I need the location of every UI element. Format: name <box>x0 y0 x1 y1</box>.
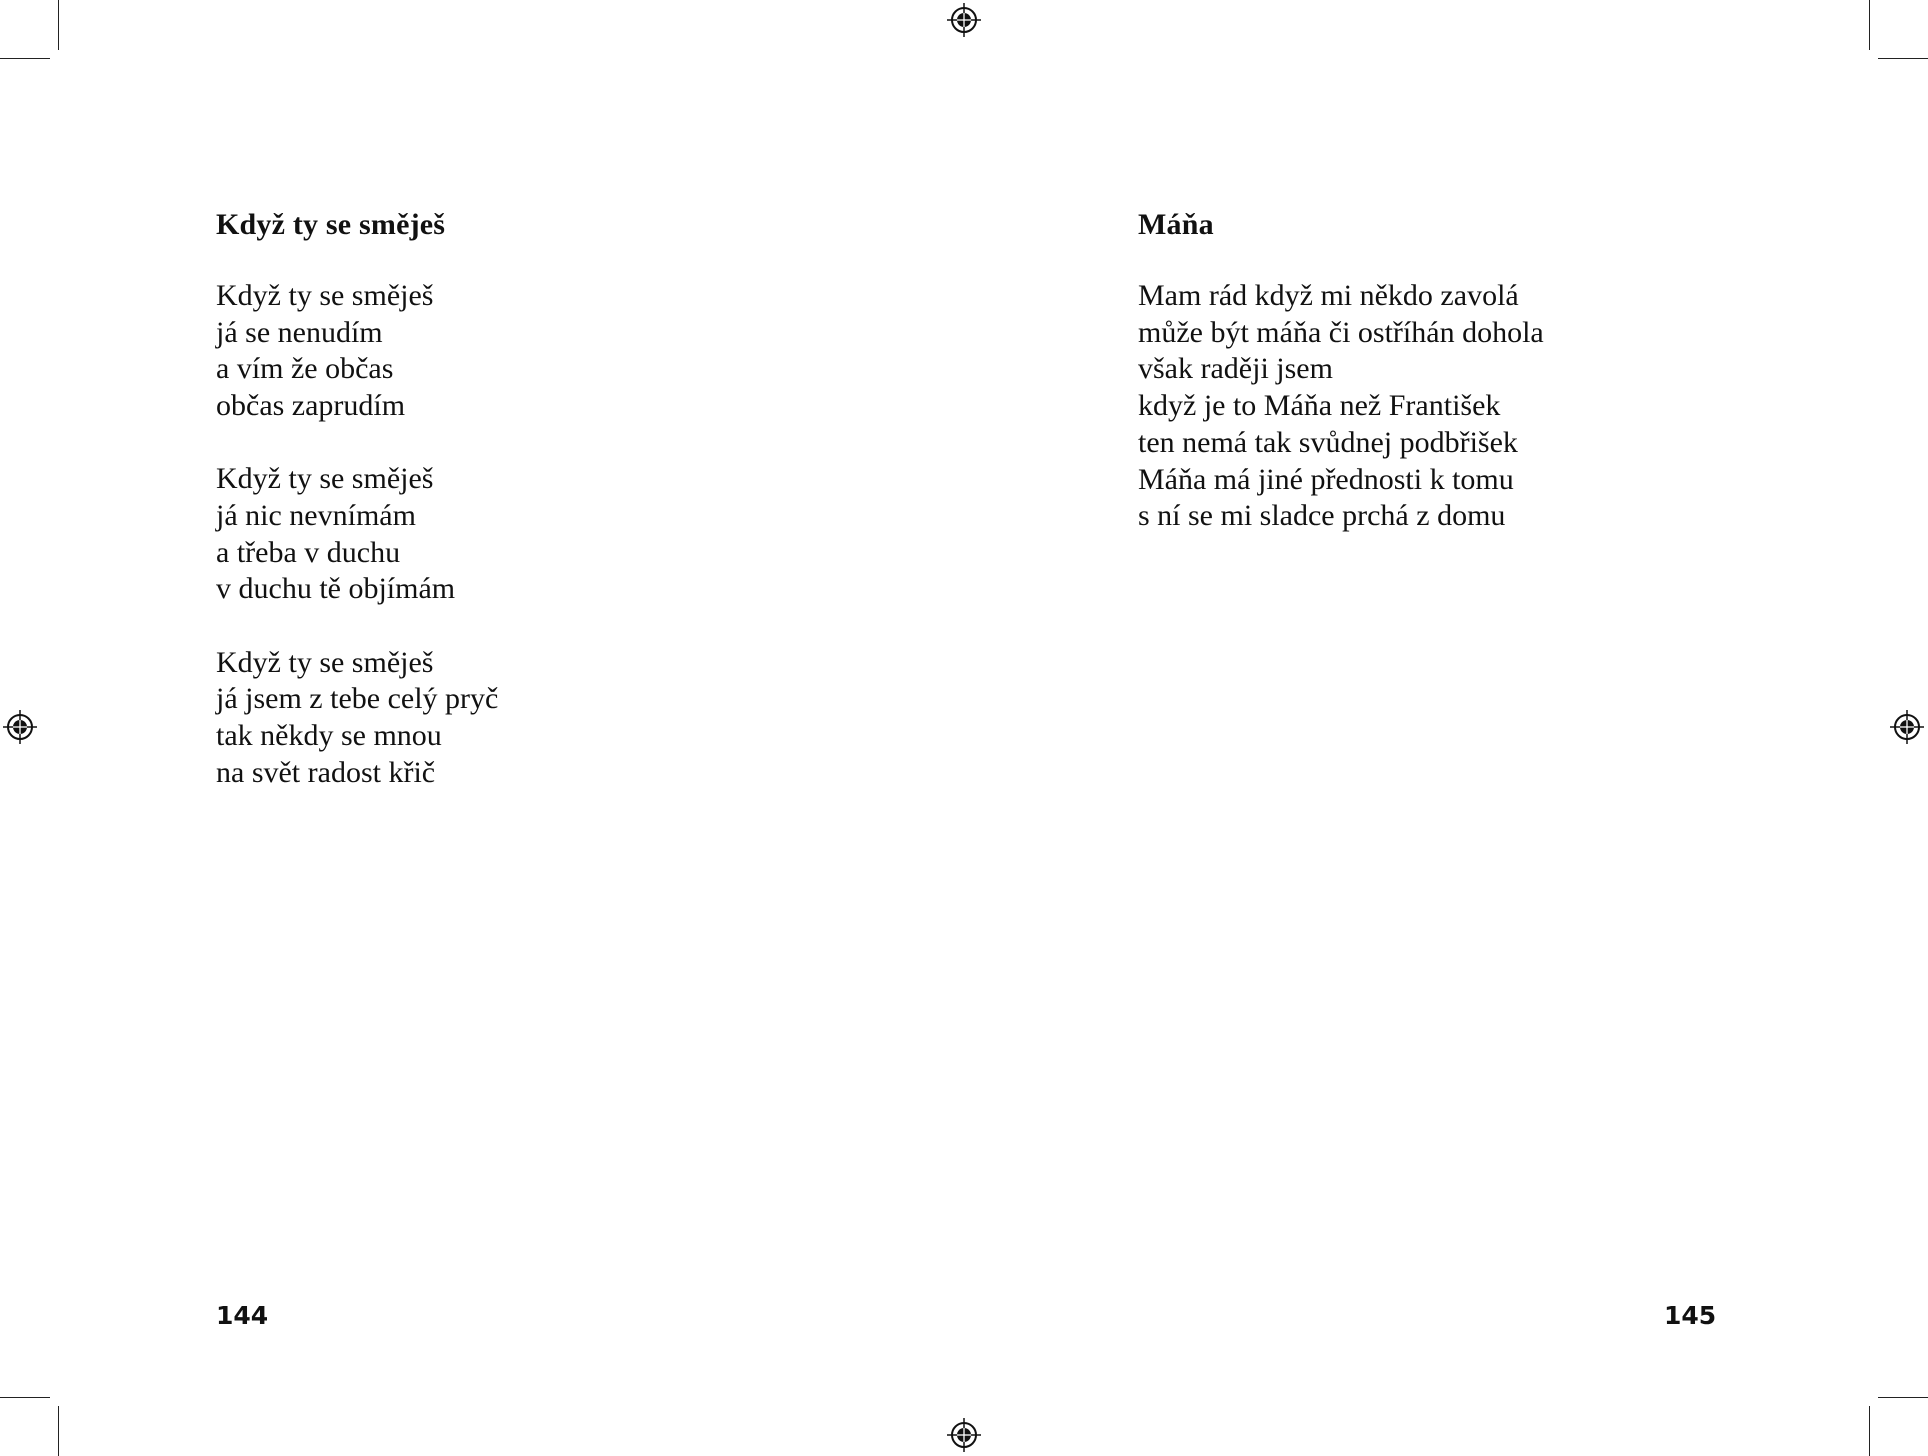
crop-mark-icon <box>1869 1406 1870 1456</box>
verse-line: občas zaprudím <box>216 389 406 423</box>
stanza <box>216 645 498 792</box>
verse-line: Když ty se směješ <box>216 279 434 312</box>
crop-mark-icon <box>0 58 50 59</box>
stanza <box>1138 278 1544 535</box>
verse-line: Když ty se směješ <box>216 645 434 679</box>
stanza <box>216 278 498 425</box>
page-number: 144 <box>216 1301 269 1330</box>
registration-mark-icon <box>1890 710 1924 744</box>
verse-line: Když ty se směješ <box>216 462 434 496</box>
verse-line: tak někdy se mnou <box>216 719 442 753</box>
crop-mark-icon <box>58 1406 59 1456</box>
page-number: 145 <box>1664 1301 1717 1330</box>
poem-title: Když ty se směješ <box>216 208 446 241</box>
verse-line: však raději jsem <box>1138 352 1333 386</box>
verse-line: já nic nevnímám <box>216 499 416 533</box>
verse-line: ten nemá tak svůdnej podbřišek <box>1138 425 1518 459</box>
verse-line: v duchu tě objímám <box>216 572 456 606</box>
verse-line: když je to Máňa než František <box>1138 389 1501 423</box>
poem-title: Máňa <box>1138 208 1214 241</box>
right-page <box>964 0 1928 1456</box>
verse-line: já jsem z tebe celý pryč <box>216 682 499 716</box>
crop-mark-icon <box>58 0 59 50</box>
crop-mark-icon <box>1878 1397 1928 1398</box>
verse-line: já se nenudím <box>216 315 383 349</box>
registration-mark-icon <box>947 1418 981 1452</box>
verse-line: a vím že občas <box>216 352 394 386</box>
crop-mark-icon <box>1878 58 1928 59</box>
crop-mark-icon <box>0 1397 50 1398</box>
verse-line: může být máňa či ostříhán dohola <box>1138 315 1544 349</box>
verse-line: Máňa má jiné přednosti k tomu <box>1138 462 1514 496</box>
registration-mark-icon <box>947 3 981 37</box>
verse-line: a třeba v duchu <box>216 535 401 569</box>
verse-line: Mam rád když mi někdo zavolá <box>1138 279 1519 312</box>
poem-right <box>1138 205 1544 571</box>
crop-mark-icon <box>1869 0 1870 50</box>
verse-line: na svět radost křič <box>216 755 436 789</box>
verse-line: s ní se mi sladce prchá z domu <box>1138 499 1506 533</box>
stanza <box>216 461 498 608</box>
poem-left <box>216 205 498 828</box>
registration-mark-icon <box>3 710 37 744</box>
